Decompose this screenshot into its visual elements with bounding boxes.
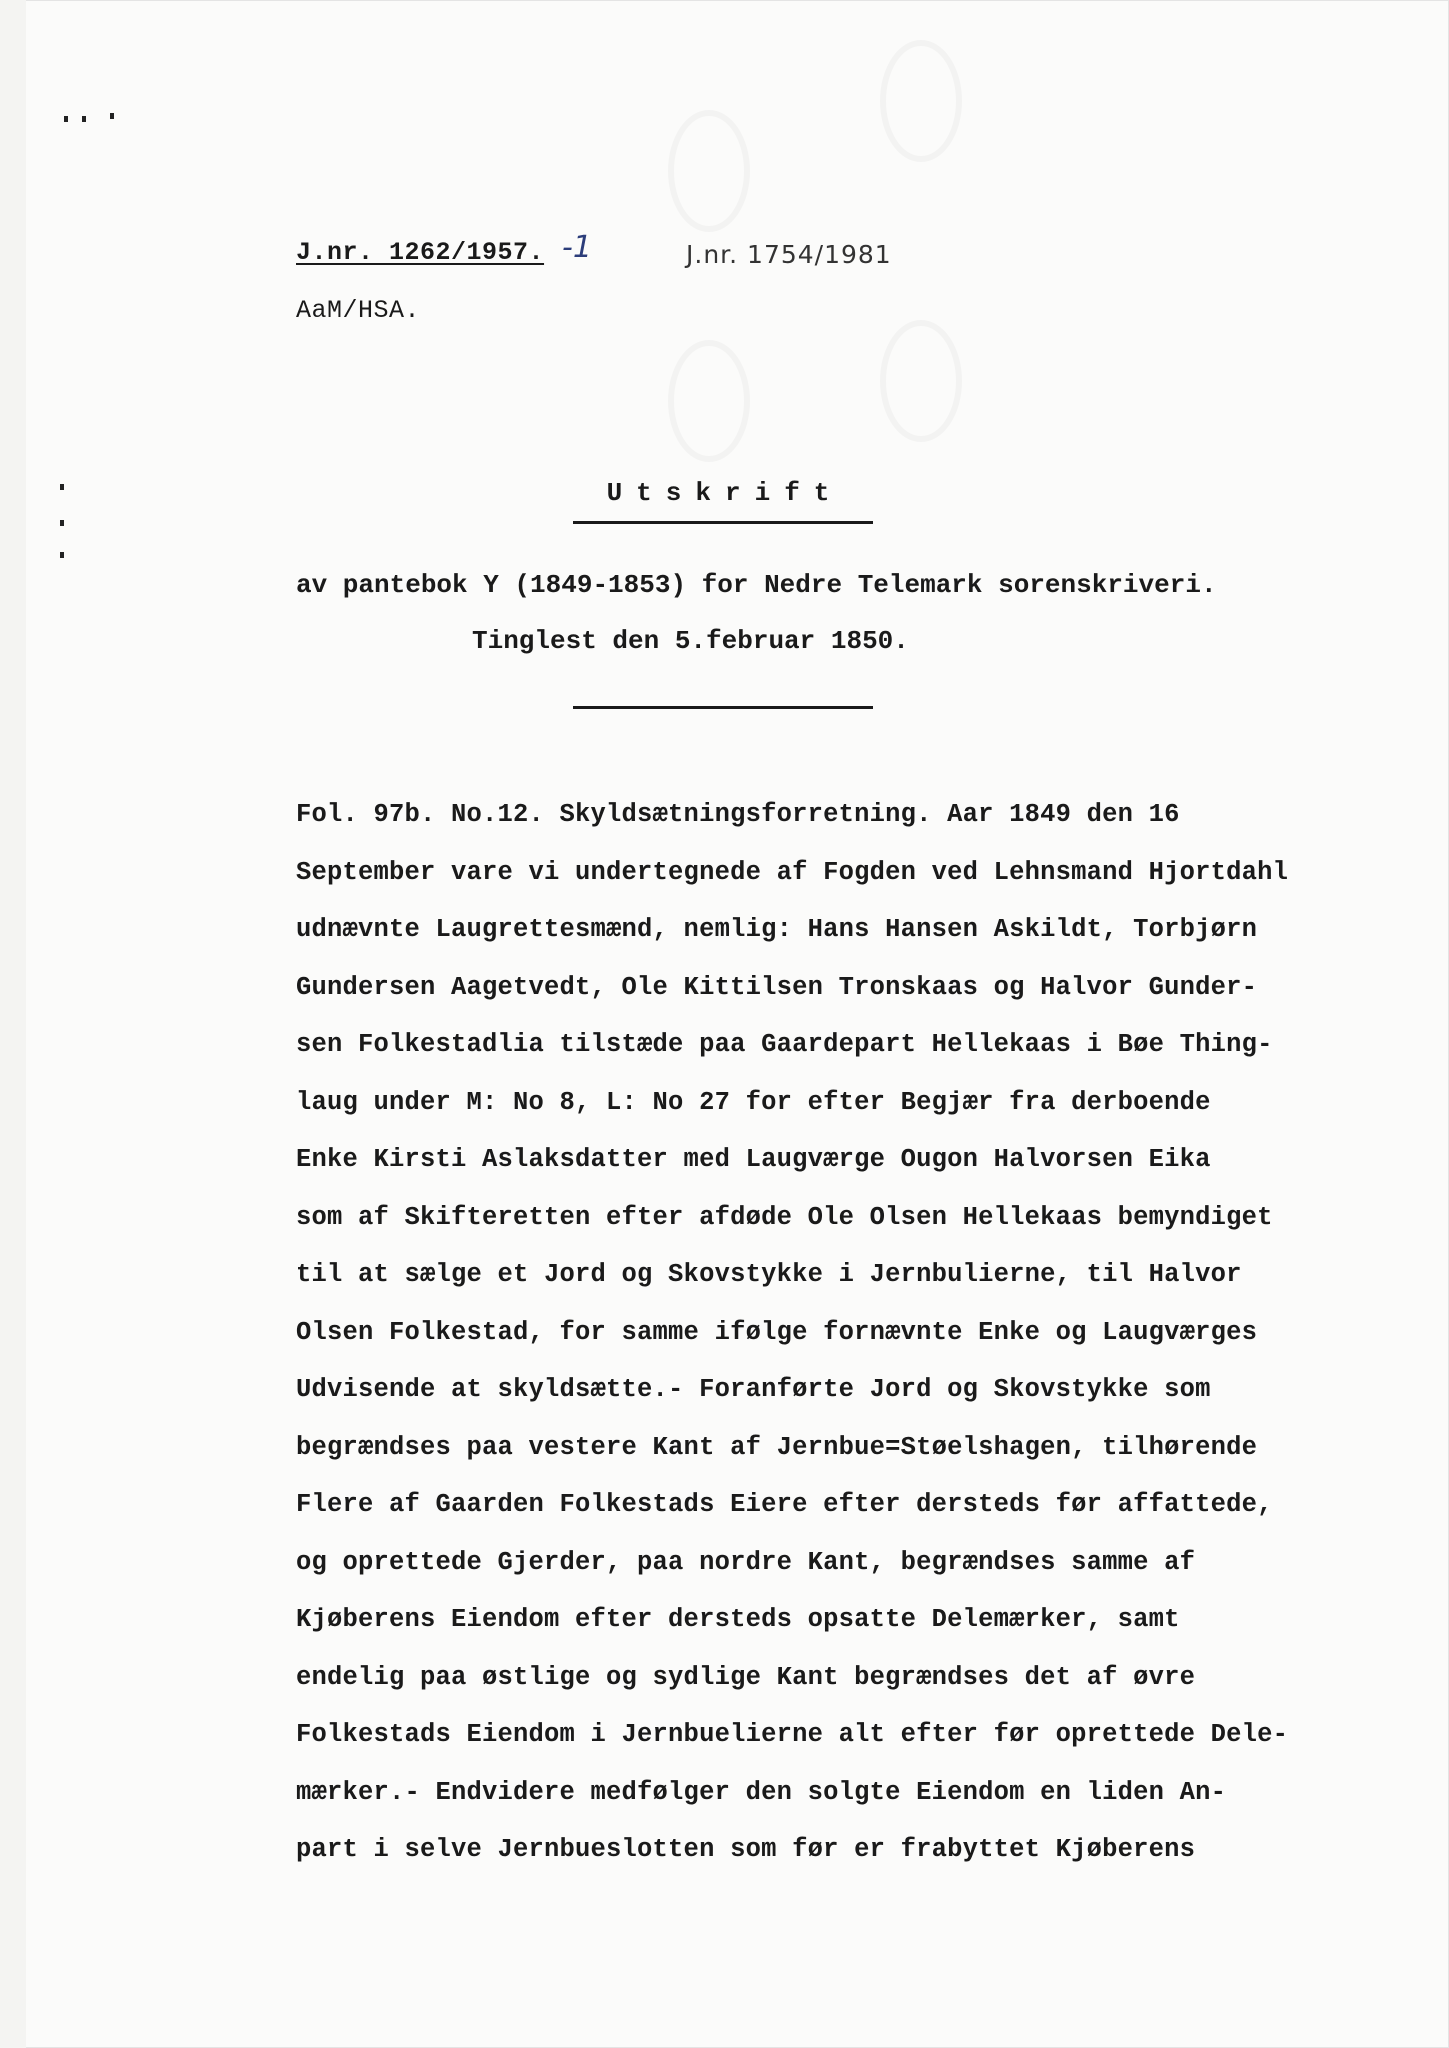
subtitle-line-1: av pantebok Y (1849-1853) for Nedre Telemark sorenskriveri. — [296, 570, 1217, 600]
text-line: Flere af Gaarden Folkestads Eiere efter dersteds før affattede, — [296, 1490, 1273, 1519]
text-line: laug under M: No 8, L: No 27 for efter Begjær fra derboende — [296, 1087, 1211, 1117]
text-line: part i selve Jernbueslotten som før er frabyttet Kjøberens — [296, 1835, 1196, 1864]
old-journal-number: J.nr. 1262/1957. — [296, 238, 545, 267]
text-line: sen Folkestadlia tilstæde paa Gaardepart Hellekaas i Bøe Thing- — [296, 1030, 1273, 1059]
text-line: endelig paa østlige og sydlige Kant begrændses det af øvre — [296, 1662, 1196, 1692]
document-title: Utskrift — [606, 478, 844, 508]
watermark-stamp — [668, 110, 750, 232]
binding-mark — [110, 113, 114, 119]
binding-mark — [60, 520, 64, 526]
binding-mark — [64, 116, 68, 122]
text-line: Udvisende at skyldsætte.- Foranførte Jord og Skovstykke som — [296, 1375, 1211, 1404]
text-line: September vare vi undertegnede af Fogden ved Lehnsmand Hjortdahl — [296, 857, 1289, 887]
handwritten-annotation: -1 — [562, 230, 592, 265]
watermark-stamp — [880, 320, 962, 442]
watermark-stamp — [668, 340, 750, 462]
text-line: og oprettede Gjerder, paa nordre Kant, begrændses samme af — [296, 1547, 1196, 1577]
text-line: til at sælge et Jord og Skovstykke i Jernbulierne, til Halvor — [296, 1260, 1242, 1289]
text-line: udnævnte Laugrettesmænd, nemlig: Hans Hansen Askildt, Torbjørn — [296, 915, 1258, 944]
paper-edge — [0, 0, 26, 2048]
text-line: Fol. 97b. No.12. Skyldsætningsforretning. Aar 1849 den 16 — [296, 800, 1180, 829]
binding-mark — [60, 484, 64, 490]
watermark-stamp — [880, 40, 962, 162]
initials: AaM/HSA. — [296, 296, 421, 325]
separator-rule — [573, 706, 873, 709]
text-line: Enke Kirsti Aslaksdatter med Laugværge Ougon Halvorsen Eika — [296, 1145, 1211, 1174]
text-line: Olsen Folkestad, for samme ifølge fornævnte Enke og Laugværges — [296, 1317, 1258, 1347]
text-line: Folkestads Eiendom i Jernbuelierne alt efter før oprettede Dele- — [296, 1720, 1289, 1749]
binding-mark — [82, 116, 86, 122]
subtitle-line-2: Tinglest den 5.februar 1850. — [472, 626, 909, 656]
text-line: som af Skifteretten efter afdøde Ole Olsen Hellekaas bemyndiget — [296, 1202, 1273, 1232]
deed-text — [296, 786, 1416, 1879]
text-line: mærker.- Endvidere medfølger den solgte Eiendom en liden An- — [296, 1777, 1227, 1807]
text-line: Gundersen Aagetvedt, Ole Kittilsen Tronskaas og Halvor Gunder- — [296, 972, 1258, 1002]
binding-mark — [60, 552, 64, 558]
text-line: Kjøberens Eiendom efter dersteds opsatte Delemærker, samt — [296, 1605, 1180, 1634]
new-journal-number: J.nr. 1754/1981 — [686, 240, 892, 269]
title-underline — [573, 521, 873, 524]
text-line: begrændses paa vestere Kant af Jernbue=Støelshagen, tilhørende — [296, 1432, 1258, 1462]
